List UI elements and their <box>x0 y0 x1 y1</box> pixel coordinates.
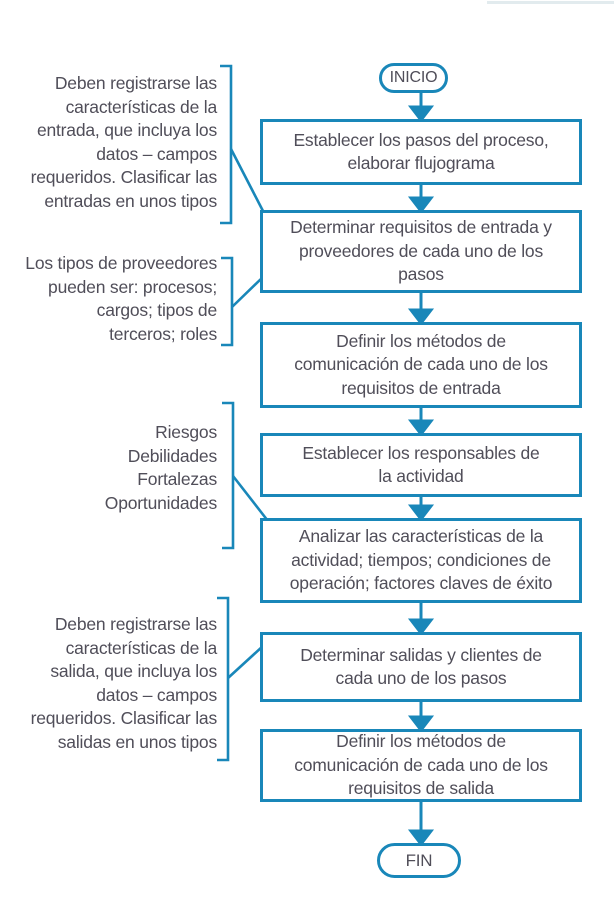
annotation-text-line: cargos; tipos de <box>96 300 217 320</box>
bracket-annotation-2 <box>221 258 232 345</box>
annotation-text-line: entrada, que incluya los <box>36 120 217 140</box>
step-text-line: Determinar salidas y clientes de <box>300 644 542 665</box>
step-text-line: comunicación de cada uno de los <box>294 754 548 775</box>
annotation-text-line: datos – campos <box>96 684 217 705</box>
annotation-text-line: Fortalezas <box>137 469 217 489</box>
annotation-text-line: características de la <box>65 96 217 117</box>
step-text-line: proveedores de cada uno de los <box>298 240 544 261</box>
annotation-text-line: Deben registrarse las <box>54 614 217 634</box>
start-terminal <box>379 63 448 93</box>
bracket-annotation-1 <box>220 66 231 223</box>
annotation-text-line: Debilidades <box>127 445 217 466</box>
step-text-line: elaborar flujograma <box>347 153 495 173</box>
step-text-line: pasos <box>398 264 444 285</box>
annotation-salida <box>31 613 217 754</box>
leader-annotation-4 <box>228 646 263 678</box>
step-establecer-responsables <box>260 433 582 497</box>
step-text-line: actividad; tiempos; condiciones de <box>291 549 551 570</box>
step-analizar-caracteristicas <box>260 518 582 603</box>
step-text-line: cada uno de los pasos <box>335 668 507 688</box>
annotation-text-line: Riesgos <box>155 422 217 442</box>
bracket-annotation-4 <box>217 598 228 760</box>
annotation-text-line: requeridos. Clasificar las <box>30 708 217 728</box>
step-text-line: Definir los métodos de <box>336 731 506 752</box>
step-text-line: requisitos de salida <box>348 778 494 799</box>
step-text-line: Establecer los pasos del proceso, <box>293 129 549 150</box>
step-definir-metodos-entrada <box>260 322 582 408</box>
annotation-dofa <box>105 421 217 515</box>
annotation-text-line: pueden ser: procesos; <box>48 276 217 297</box>
step-text-line: operación; factores claves de éxito <box>289 573 553 594</box>
step-determinar-salidas <box>260 632 582 702</box>
annotation-text-line: requeridos. Clasificar las <box>30 167 217 187</box>
end-terminal-label: FIN <box>405 850 433 870</box>
start-terminal-label: INICIO <box>389 69 438 86</box>
step-text-line: Definir los métodos de <box>336 330 506 351</box>
annotation-text-line: Oportunidades <box>104 492 217 513</box>
step-definir-metodos-salida <box>260 729 582 802</box>
step-text-line: Determinar requisitos de entrada y <box>290 217 552 238</box>
bracket-annotation-3 <box>222 403 233 548</box>
step-determinar-requisitos-entrada <box>260 210 582 293</box>
annotation-text-line: Deben registrarse las <box>54 73 217 93</box>
annotation-text-line: datos – campos <box>96 143 217 164</box>
step-text-line: Establecer los responsables de <box>302 442 540 463</box>
step-text-line: la actividad <box>378 466 464 486</box>
annotation-text-line: características de la <box>65 637 217 658</box>
annotation-text-line: terceros; roles <box>109 323 217 344</box>
annotation-text-line: Los tipos de proveedores <box>25 253 217 273</box>
annotation-proveedores <box>25 252 217 346</box>
step-establecer-pasos <box>260 119 582 185</box>
step-text-line: comunicación de cada uno de los <box>294 354 548 375</box>
end-terminal <box>377 843 461 878</box>
leader-annotation-1 <box>231 149 263 211</box>
annotation-text-line: salidas en unos tipos <box>57 731 217 752</box>
step-text-line: Analizar las características de la <box>298 526 544 547</box>
annotation-text-line: entradas en unos tipos <box>44 190 217 211</box>
leader-annotation-2 <box>232 277 263 307</box>
annotation-text-line: salida, que incluya los <box>50 661 217 681</box>
step-text-line: requisitos de entrada <box>341 377 501 398</box>
annotation-entrada <box>31 72 217 213</box>
